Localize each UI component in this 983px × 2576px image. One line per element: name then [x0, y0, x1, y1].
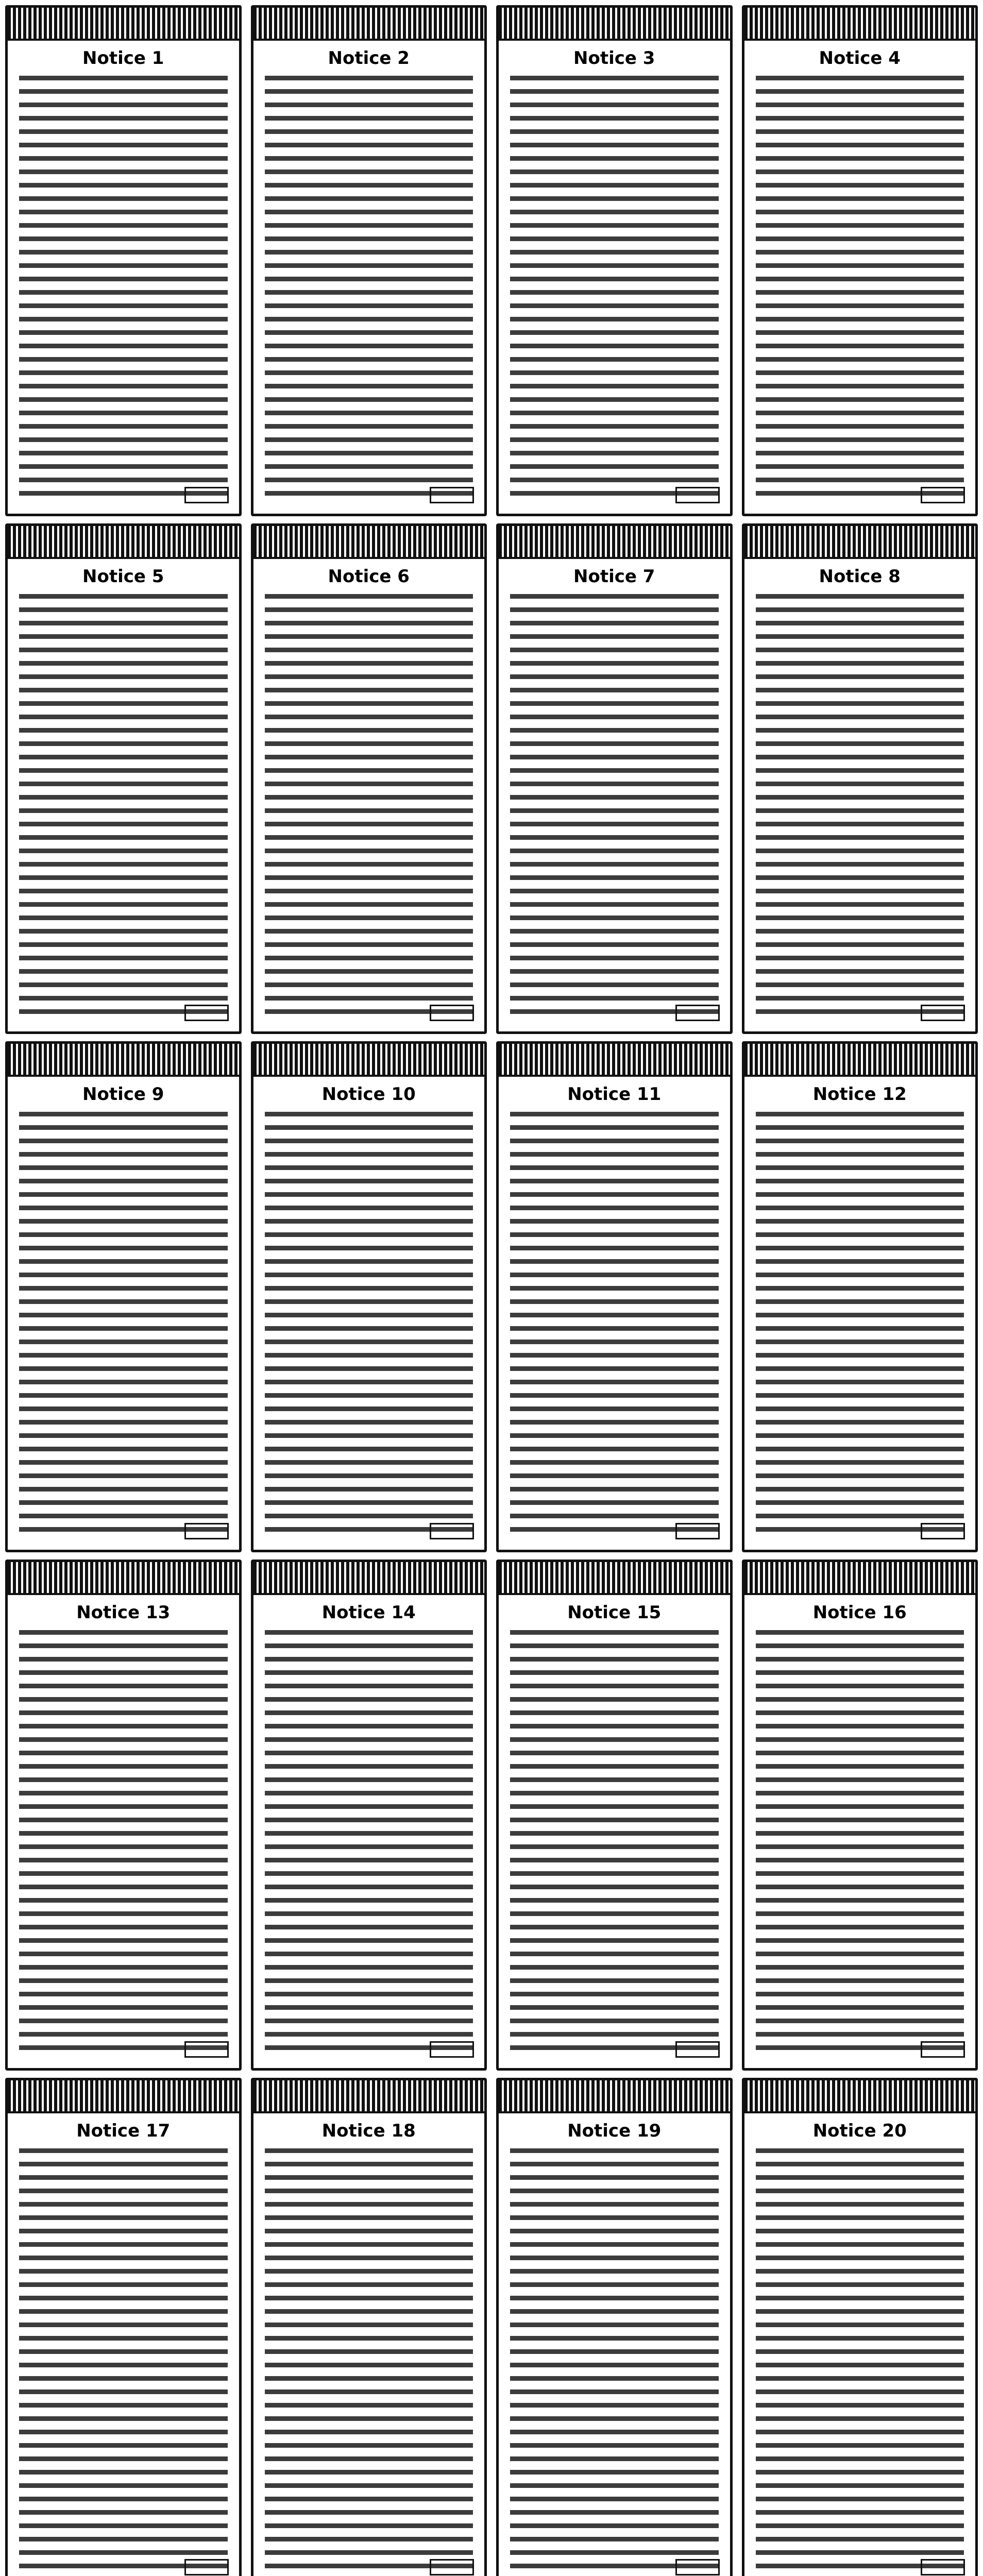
notice-body — [756, 594, 964, 1022]
notice-header — [744, 1562, 976, 1595]
notice-body — [265, 2148, 473, 2576]
notice-stamp — [921, 487, 965, 503]
notice-stamp — [430, 1523, 474, 1539]
notice-stamp — [921, 1005, 965, 1021]
notice-title: Notice 15 — [567, 1602, 662, 1623]
notice-stamp — [921, 2559, 965, 2575]
notice-title: Notice 2 — [328, 48, 410, 69]
notice-body — [510, 1630, 719, 2058]
notice-title: Notice 18 — [321, 2120, 416, 2141]
notice-card — [496, 2078, 733, 2576]
notice-stamp — [921, 2041, 965, 2058]
notice-title: Notice 4 — [819, 48, 901, 69]
notice-stamp — [430, 2559, 474, 2575]
notice-header — [499, 526, 730, 559]
notice-stamp — [675, 1523, 720, 1539]
notice-header — [253, 526, 485, 559]
notice-card — [496, 5, 733, 516]
notice-title: Notice 19 — [567, 2120, 662, 2141]
notice-header — [253, 8, 485, 41]
notice-title: Notice 17 — [76, 2120, 171, 2141]
notice-body — [265, 1112, 473, 1539]
notice-title: Notice 7 — [573, 566, 655, 587]
notice-title: Notice 6 — [328, 566, 410, 587]
notice-stamp — [675, 1005, 720, 1021]
notice-card — [251, 1560, 487, 2071]
notice-title: Notice 10 — [321, 1084, 416, 1105]
notice-card — [5, 2078, 242, 2576]
notice-card — [742, 2078, 978, 2576]
notice-grid — [5, 5, 978, 2576]
notice-header — [499, 8, 730, 41]
notice-stamp — [184, 1523, 229, 1539]
notice-body — [510, 2148, 719, 2576]
notice-header — [744, 1044, 976, 1077]
notice-header — [8, 1044, 239, 1077]
notice-body — [756, 1630, 964, 2058]
notice-stamp — [675, 2041, 720, 2058]
notice-stamp — [675, 2559, 720, 2575]
notice-header — [744, 2080, 976, 2113]
notice-stamp — [184, 2041, 229, 2058]
notice-body — [756, 1112, 964, 1539]
notice-title: Notice 3 — [573, 48, 655, 69]
notice-stamp — [430, 487, 474, 503]
notice-stamp — [430, 2041, 474, 2058]
notice-body — [265, 76, 473, 503]
notice-body — [510, 1112, 719, 1539]
notice-title: Notice 20 — [812, 2120, 907, 2141]
notice-header — [253, 1562, 485, 1595]
notice-body — [19, 76, 228, 503]
notice-title: Notice 13 — [76, 1602, 171, 1623]
notice-card — [496, 523, 733, 1035]
notice-body — [756, 2148, 964, 2576]
notice-body — [510, 594, 719, 1022]
notice-card — [742, 1560, 978, 2071]
notice-title: Notice 16 — [812, 1602, 907, 1623]
notice-header — [8, 1562, 239, 1595]
notice-title: Notice 1 — [82, 48, 164, 69]
notice-card — [5, 5, 242, 516]
notice-title: Notice 12 — [812, 1084, 907, 1105]
notice-stamp — [430, 1005, 474, 1021]
notice-stamp — [184, 487, 229, 503]
notice-header — [8, 526, 239, 559]
notice-stamp — [184, 1005, 229, 1021]
notice-header — [499, 1044, 730, 1077]
notice-card — [742, 5, 978, 516]
notice-title: Notice 14 — [321, 1602, 416, 1623]
notice-card — [251, 5, 487, 516]
notice-card — [496, 1560, 733, 2071]
notice-card — [496, 1041, 733, 1552]
notice-title: Notice 11 — [567, 1084, 662, 1105]
notice-body — [265, 594, 473, 1022]
notice-title: Notice 9 — [82, 1084, 164, 1105]
notice-header — [253, 1044, 485, 1077]
notice-card — [5, 1560, 242, 2071]
notice-stamp — [184, 2559, 229, 2575]
notice-title: Notice 8 — [819, 566, 901, 587]
notice-stamp — [675, 487, 720, 503]
notice-card — [5, 523, 242, 1035]
notice-body — [756, 76, 964, 503]
notice-card — [251, 2078, 487, 2576]
notice-body — [265, 1630, 473, 2058]
notice-title: Notice 5 — [82, 566, 164, 587]
notice-card — [742, 523, 978, 1035]
notice-header — [499, 2080, 730, 2113]
notice-header — [744, 526, 976, 559]
notice-header — [499, 1562, 730, 1595]
notice-header — [744, 8, 976, 41]
notice-body — [19, 1112, 228, 1539]
notice-card — [742, 1041, 978, 1552]
notice-body — [510, 76, 719, 503]
notice-header — [8, 8, 239, 41]
notice-body — [19, 594, 228, 1022]
notice-header — [253, 2080, 485, 2113]
notice-header — [8, 2080, 239, 2113]
notice-card — [5, 1041, 242, 1552]
notice-card — [251, 523, 487, 1035]
notice-stamp — [921, 1523, 965, 1539]
notice-body — [19, 2148, 228, 2576]
notice-card — [251, 1041, 487, 1552]
notice-body — [19, 1630, 228, 2058]
